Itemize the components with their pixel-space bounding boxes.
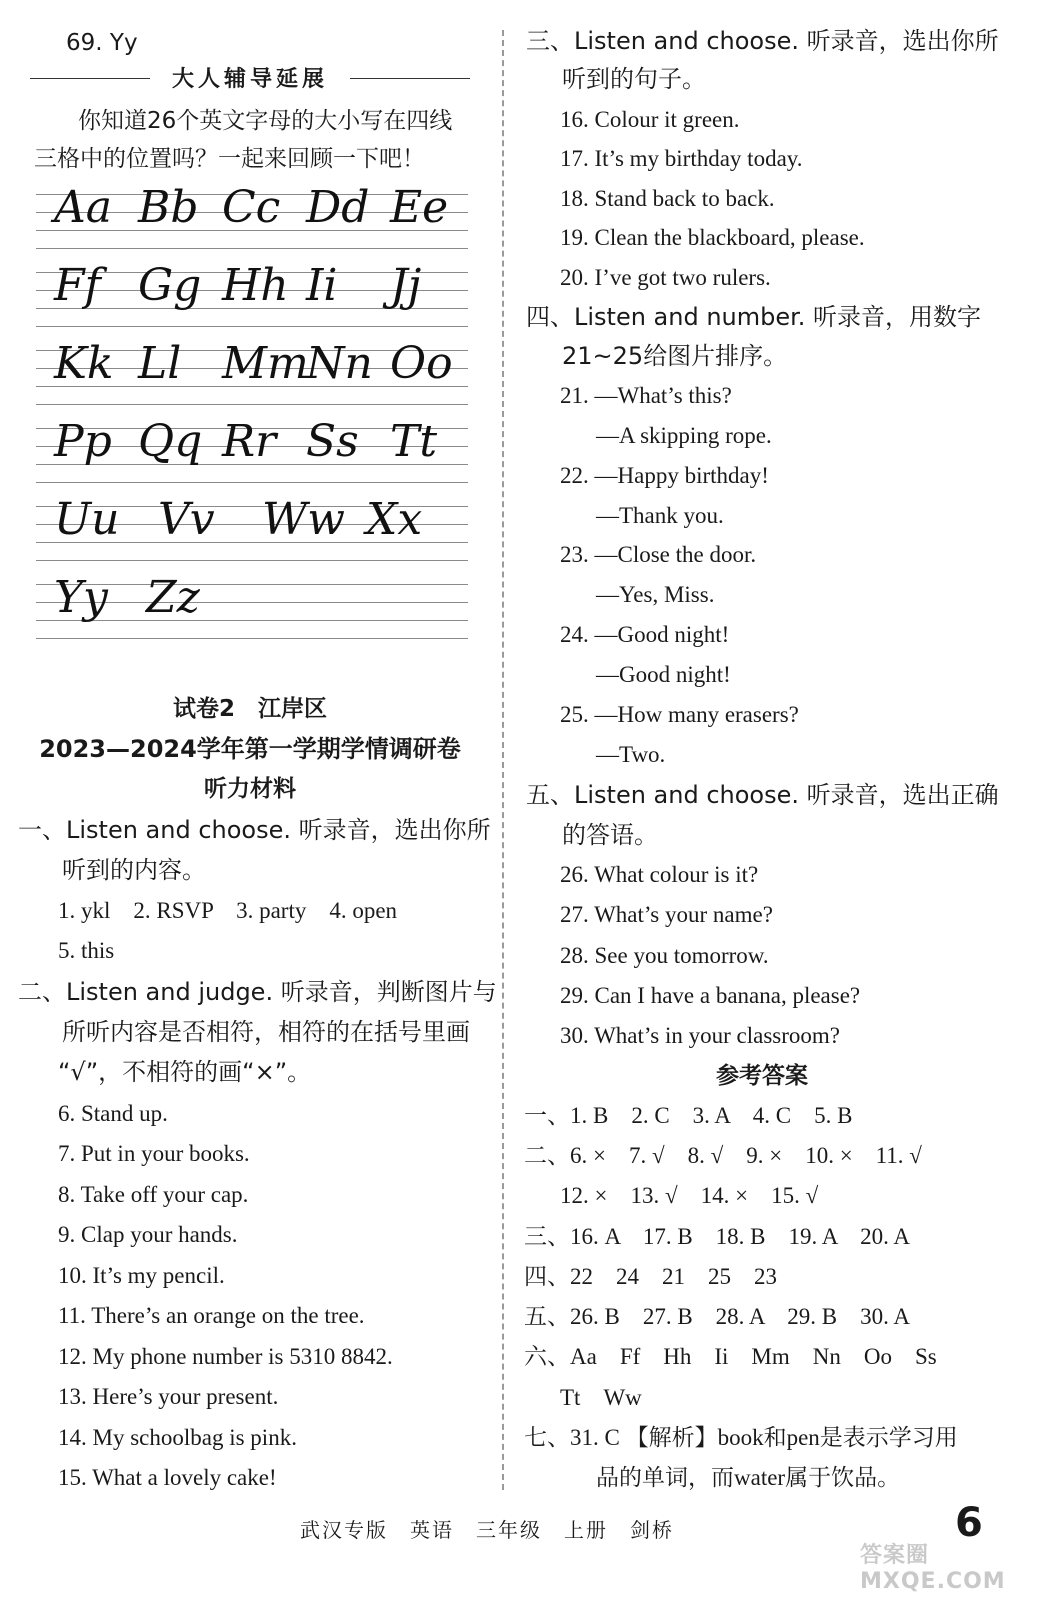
item-line: 6. Stand up. [58,1101,168,1126]
item-line: —Two. [596,742,666,767]
guide-text: 你知道26个英文字母的大小写在四线 [78,108,453,134]
section-heading: 一、Listen and choose. 听录音，选出你所 [18,816,491,844]
item-line: 9. Clap your hands. [58,1222,238,1247]
section-heading: 听到的内容。 [62,856,206,884]
alphabet-row: Pp Qq Rr Ss Tt [54,416,438,467]
guide-text: 三格中的位置吗？一起来回顾一下吧！ [34,146,425,172]
section-heading: 二、Listen and judge. 听录音，判断图片与 [18,978,497,1006]
answers-title: 参考答案 [716,1063,808,1089]
alphabet-row: Yy Zz [54,572,200,623]
answer-line: 一、1. B 2. C 3. A 4. C 5. B [524,1103,853,1128]
section-heading: 所听内容是否相符，相符的在括号里画 [62,1018,470,1046]
item-line: 18. Stand back to back. [560,186,775,211]
item-line: 8. Take off your cap. [58,1182,249,1207]
section-heading: “√”，不相符的画“×”。 [58,1058,312,1086]
section-heading: 三、Listen and choose. 听录音，选出你所 [526,27,999,55]
item-line: 1. ykl 2. RSVP 3. party 4. open [58,898,398,923]
four-line-grid [36,182,468,256]
four-line-grid [36,338,468,412]
page-number: 6 [955,1500,983,1546]
answer-line: 12. × 13. √ 14. × 15. √ [560,1183,819,1208]
answer-line: 五、26. B 27. B 28. A 29. B 30. A [524,1304,910,1329]
item-line: 20. I’ve got two rulers. [560,265,771,290]
item-line: 23. —Close the door. [560,542,757,567]
item-line: 13. Here’s your present. [58,1384,279,1409]
section-heading: 五、Listen and choose. 听录音，选出正确 [526,781,999,809]
answer-line: 二、6. × 7. √ 8. √ 9. × 10. × 11. √ [524,1143,922,1168]
answer-line: 四、22 24 21 25 23 [524,1264,777,1289]
guide-title: 大人辅导延展 [171,67,328,92]
item-line: 26. What colour is it? [560,862,759,887]
answer-line: 品的单词，而water属于饮品。 [596,1465,901,1490]
page-footer: 武汉专版 英语 三年级 上册 剑桥 [300,1518,674,1542]
item-line: 16. Colour it green. [560,107,740,132]
item-line: 21. —What’s this? [560,383,732,408]
item-line: 28. See you tomorrow. [560,943,769,968]
item-line: 27. What’s your name? [560,902,773,927]
alphabet-row: Aa Bb Cc Dd Ee [54,182,449,233]
item-line: 19. Clean the blackboard, please. [560,225,865,250]
paper-title: 2023—2024学年第一学期学情调研卷 [39,735,461,763]
item-line: 30. What’s in your classroom? [560,1023,840,1048]
paper-subtitle: 听力材料 [204,776,296,802]
section-heading: 听到的句子。 [562,65,706,93]
answer-line: Tt Ww [560,1385,642,1410]
item-line: 29. Can I have a banana, please? [560,983,861,1008]
answer-line: 七、31. C 【解析】book和pen是表示学习用 [524,1425,958,1450]
alphabet-row: Kk Ll MmNn Oo [54,338,453,389]
item-line: 7. Put in your books. [58,1141,250,1166]
four-line-grid [36,260,468,334]
item-line: —A skipping rope. [596,423,772,448]
item-line: —Yes, Miss. [596,582,715,607]
four-line-grid [36,572,468,646]
section-heading: 的答语。 [562,821,658,849]
four-line-grid [36,494,468,568]
watermark: 答案圈 MXQE.COM [860,1543,1006,1594]
item-line: 15. What a lovely cake! [58,1465,277,1490]
item-line: —Thank you. [596,503,724,528]
top-answer: 69. Yy [66,30,138,56]
section-heading: 四、Listen and number. 听录音，用数字 [526,303,982,331]
item-line: 24. —Good night! [560,622,730,647]
item-line: 5. this [58,938,115,963]
item-line: 14. My schoolbag is pink. [58,1425,297,1450]
answer-line: 六、Aa Ff Hh Ii Mm Nn Oo Ss [524,1344,937,1369]
paper-label: 试卷2 江岸区 [172,696,327,722]
item-line: 11. There’s an orange on the tree. [58,1303,365,1328]
alphabet-row: Uu Vv Ww Xx [54,494,423,545]
guide-heading [30,62,470,92]
item-line: 22. —Happy birthday! [560,463,769,488]
item-line: 25. —How many erasers? [560,702,799,727]
heading-rule-right [350,78,470,79]
item-line: 10. It’s my pencil. [58,1263,225,1288]
item-line: 17. It’s my birthday today. [560,146,803,171]
four-line-grid [36,416,468,490]
answer-line: 三、16. A 17. B 18. B 19. A 20. A [524,1224,910,1249]
alphabet-row: Ff Gg Hh Ii Jj [54,260,422,311]
column-divider [502,30,504,1490]
item-line: 12. My phone number is 5310 8842. [58,1344,393,1369]
section-heading: 21~25给图片排序。 [562,342,788,370]
item-line: —Good night! [596,662,731,687]
